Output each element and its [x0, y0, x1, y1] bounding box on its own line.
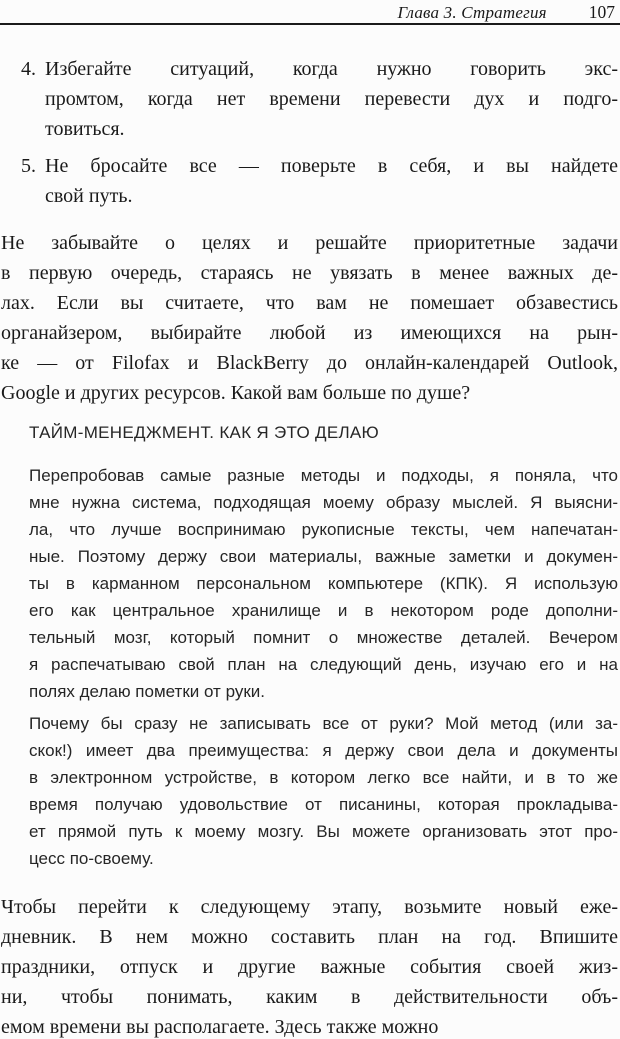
- text-line: полях делаю пометки от руки.: [29, 682, 265, 701]
- list-item-number: 4.: [21, 58, 36, 80]
- text-line: Избегайте ситуаций, когда нужно говорить экс-: [45, 58, 618, 80]
- text-line: время получаю удовольствие от писанины, которая прокладыва-: [29, 795, 618, 814]
- list-item-text: [45, 151, 618, 211]
- text-line: Перепробовав самые разные методы и подходы, я поняла, что: [29, 466, 618, 485]
- text-line: Google и других ресурсов. Какой вам больше по душе?: [1, 382, 471, 404]
- text-line: ты в карманном персональном компьютере (КПК). Я использую: [29, 574, 618, 593]
- text-line: цесс по-своему.: [29, 849, 154, 868]
- text-line: ет прямой путь к моему мозгу. Вы можете организовать этот про-: [29, 822, 618, 841]
- text-line: Не забывайте о целях и решайте приоритетные задачи: [1, 232, 618, 254]
- text-line: свой путь.: [45, 185, 133, 207]
- text-line: ни, чтобы понимать, каким в действительности объ-: [1, 986, 618, 1008]
- numbered-list-item: [21, 54, 618, 144]
- body-paragraph: [1, 228, 618, 408]
- inset-paragraph: [29, 462, 618, 705]
- text-line: я распечатываю свой план на следующий день, изучаю его и на: [29, 655, 618, 674]
- numbered-list-item: [21, 151, 618, 211]
- text-line: тельный мозг, который помнит о множестве деталей. Вечером: [29, 628, 618, 647]
- text-line: товиться.: [45, 118, 125, 140]
- section-heading: ТАЙМ-МЕНЕДЖМЕНТ. КАК Я ЭТО ДЕЛАЮ: [29, 423, 380, 442]
- text-line: его как центральное хранилище и в некотором роде дополни-: [29, 601, 618, 620]
- inset-paragraph: [29, 710, 618, 872]
- page-body: [0, 54, 620, 1039]
- text-line: органайзером, выбирайте любой из имеющихся на рын-: [1, 322, 618, 344]
- text-line: мне нужна система, подходящая моему образу мыслей. Я выясни-: [29, 493, 618, 512]
- list-item-text: [45, 54, 618, 144]
- text-line: ла, что лучше воспринимаю рукописные тексты, чем напечатан-: [29, 520, 618, 539]
- text-line: дневник. В нем можно составить план на год. Впишите: [1, 926, 618, 948]
- chapter-title: Глава 3. Стратегия: [397, 3, 547, 22]
- text-line: Чтобы перейти к следующему этапу, возьмите новый еже-: [1, 896, 618, 918]
- text-line: лах. Если вы считаете, что вам не помешает обзавестись: [1, 292, 618, 314]
- text-line: промтом, когда нет времени перевести дух и подго-: [45, 88, 618, 110]
- text-line: ные. Поэтому держу свои материалы, важные заметки и докумен-: [29, 547, 618, 566]
- text-line: скок!) имеет два преимущества: я держу свои дела и документы: [29, 741, 618, 760]
- running-header: [0, 0, 620, 25]
- text-line: праздники, отпуск и другие важные события своей жиз-: [1, 956, 618, 978]
- text-line: в первую очередь, стараясь не увязать в менее важных де-: [1, 262, 618, 284]
- text-line: емом времени вы располагаете. Здесь также можно: [1, 1016, 439, 1038]
- text-line: Не бросайте все — поверьте в себя, и вы найдете: [45, 155, 618, 177]
- list-item-number: 5.: [21, 155, 36, 177]
- page-number: 107: [588, 2, 615, 22]
- text-line: Почему бы сразу не записывать все от руки? Мой метод (или за-: [29, 714, 618, 733]
- text-line: в электронном устройстве, в котором легко все найти, и в то же: [29, 768, 618, 787]
- body-paragraph: [1, 892, 618, 1039]
- text-line: ке — от Filofax и BlackBerry до онлайн-календарей Outlook,: [1, 352, 618, 374]
